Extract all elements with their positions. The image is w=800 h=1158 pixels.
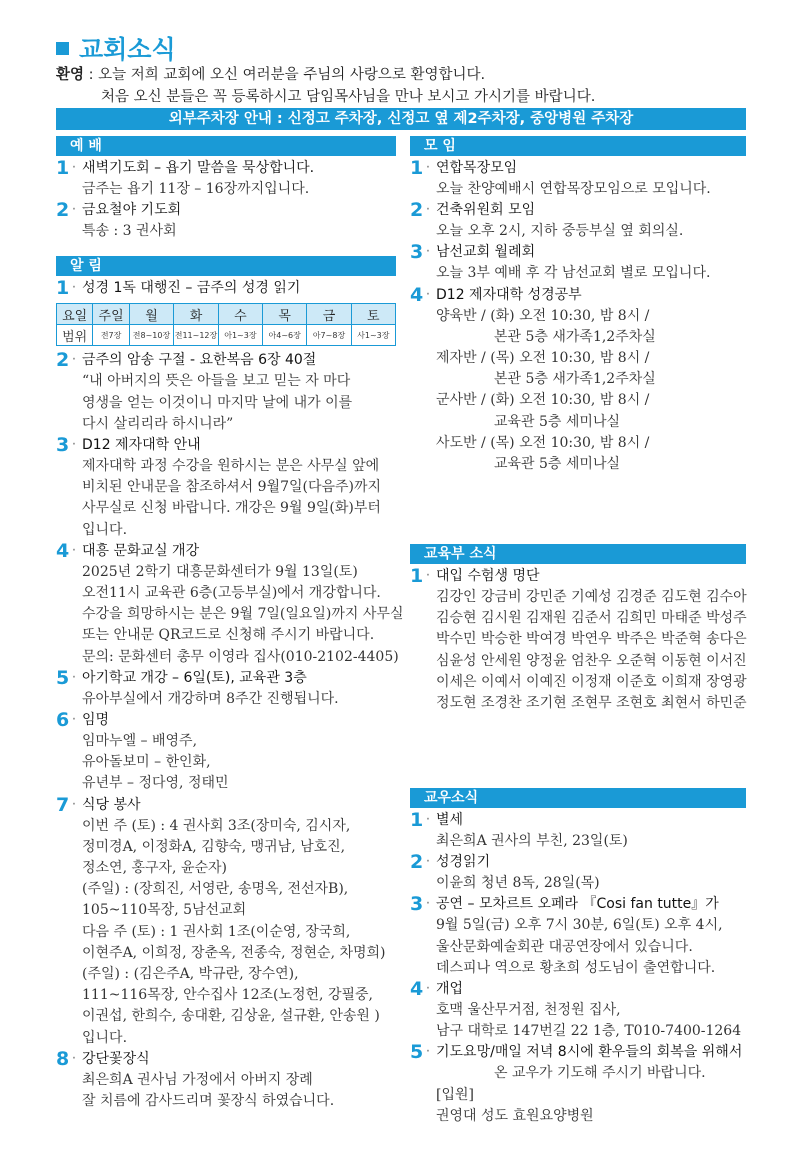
item-line: 군사반 / (화) 오전 10:30, 밤 8시 / bbox=[436, 392, 650, 409]
right-column bbox=[410, 136, 746, 475]
education-list bbox=[410, 566, 746, 714]
item-line: 영생을 얻는 이것이니 마지막 날에 내가 이를 bbox=[82, 394, 353, 411]
list-item bbox=[410, 1042, 746, 1127]
list-item bbox=[56, 710, 396, 795]
news-item bbox=[56, 278, 396, 299]
item-line: 이윤희 청년 8독, 28일(목) bbox=[436, 875, 600, 892]
item-line: 입니다. bbox=[82, 1029, 128, 1046]
item-line: 특송 : 3 권사회 bbox=[82, 223, 177, 240]
item-line: 금주는 욥기 11장 – 16장까지입니다. bbox=[82, 181, 310, 197]
item-line: 임마누엘 – 배영주, bbox=[82, 733, 198, 750]
list-item bbox=[56, 200, 396, 242]
item-line: 이현주A, 이희정, 장춘옥, 전종숙, 정현순, 차명희) bbox=[82, 944, 386, 961]
item-line: 남구 대학로 147번길 22 1층, T010-7400-1264 bbox=[436, 1023, 742, 1040]
schedule-range-cell: 아7~8장 bbox=[307, 325, 351, 346]
list-item bbox=[410, 285, 746, 476]
item-number: 1 · bbox=[410, 157, 430, 179]
item-line: 교육관 5층 세미나실 bbox=[494, 413, 620, 430]
item-line: 다시 살리리라 하시니라” bbox=[82, 415, 234, 432]
item-title: 별세 bbox=[436, 812, 464, 828]
item-line: 사도반 / (목) 오전 10:30, 밤 8시 / bbox=[436, 434, 650, 451]
item-number: 7 · bbox=[56, 793, 76, 816]
item-line: 정미경A, 이정화A, 김향숙, 맹귀남, 남호진, bbox=[82, 838, 346, 855]
list-item bbox=[56, 435, 396, 541]
item-line: 유아돌보미 – 한인화, bbox=[82, 754, 211, 771]
list-item bbox=[410, 810, 746, 852]
list-item bbox=[410, 158, 746, 200]
schedule-range-cell: 사1~3장 bbox=[351, 325, 395, 346]
education-heading: 교육부 소식 bbox=[410, 544, 746, 564]
item-line: 사무실로 신청 바랍니다. 개강은 9월 9일(화)부터 bbox=[82, 500, 381, 517]
item-line: 2025년 2학기 대흥문화센터가 9월 13일(토) bbox=[82, 563, 358, 580]
item-title: 강단꽃장식 bbox=[82, 1050, 150, 1067]
schedule-day-cell: 목 bbox=[263, 304, 307, 325]
item-line: 데스피나 역으로 황초희 성도님이 출연합니다. bbox=[436, 959, 716, 976]
worship-list bbox=[56, 158, 396, 242]
square-bullet-icon bbox=[56, 42, 69, 55]
item-line: 제자대학 과정 수강을 원하시는 분은 사무실 앞에 bbox=[82, 458, 380, 475]
item-title: 개업 bbox=[436, 981, 464, 998]
list-item bbox=[56, 668, 396, 710]
item-line: 호맥 울산무거점, 천정원 집사, bbox=[436, 1002, 621, 1019]
schedule-day-cell: 주일 bbox=[93, 304, 129, 325]
welcome-line2: 처음 오신 분들은 꼭 등록하시고 담임목사님을 만나 보시고 가시기를 바랍니다. bbox=[101, 89, 596, 105]
item-title: D12 제자대학 성경공부 bbox=[436, 286, 582, 303]
item-number: 5 · bbox=[410, 1041, 430, 1064]
item-line: 111~116목장, 안수집사 12조(노정헌, 강필중, bbox=[82, 987, 373, 1004]
schedule-range-cell: 전7장 bbox=[93, 325, 129, 346]
item-number: 1 · bbox=[410, 565, 430, 587]
schedule-range-cell: 전8~10장 bbox=[129, 325, 173, 346]
item-line: 양육반 / (화) 오전 10:30, 밤 8시 / bbox=[436, 307, 650, 324]
item-title: 성경읽기 bbox=[436, 854, 491, 871]
item-number: 1 · bbox=[56, 277, 76, 300]
item-line: 본관 5층 새가족1,2주차실 bbox=[494, 328, 656, 345]
item-title: 남선교회 월례회 bbox=[436, 244, 536, 261]
item-number: 3 · bbox=[410, 241, 430, 264]
item-line: (주일) : (김은주A, 박규란, 장수연), bbox=[82, 966, 299, 983]
item-line: 최은희A 권사의 부친, 23일(토) bbox=[436, 833, 628, 849]
item-number: 2 · bbox=[56, 349, 76, 372]
item-line: 오전11시 교육관 6층(고등부실)에서 개강합니다. bbox=[82, 585, 381, 602]
item-line: (주일) : (장희진, 서영란, 송명옥, 전선자B), bbox=[82, 881, 349, 898]
news-heading: 알 림 bbox=[56, 256, 396, 276]
item-title: D12 제자대학 안내 bbox=[82, 437, 201, 454]
item-line: “내 아버지의 뜻은 아들을 보고 믿는 자 마다 bbox=[82, 373, 351, 390]
item-line: 잘 치름에 감사드리며 꽃장식 하였습니다. bbox=[82, 1093, 335, 1110]
members-section bbox=[410, 788, 746, 1127]
list-item bbox=[410, 566, 746, 714]
members-heading: 교우소식 bbox=[410, 788, 746, 808]
item-title: 금요철야 기도회 bbox=[82, 202, 182, 219]
item-title: 대입 수험생 명단 bbox=[436, 568, 540, 584]
item-title: 건축위원회 모임 bbox=[436, 202, 536, 219]
item-title: 임명 bbox=[82, 712, 110, 729]
schedule-day-cell: 요일 bbox=[57, 304, 93, 325]
item-line: 김승현 김시원 김재원 김준서 김희민 마태준 박성주 bbox=[436, 610, 747, 627]
item-line: 이권섭, 한희수, 송대환, 김상윤, 설규환, 안송원 ) bbox=[82, 1008, 380, 1025]
left-column bbox=[56, 136, 404, 1112]
item-number: 3 · bbox=[56, 434, 76, 457]
item-line: 입니다. bbox=[82, 521, 128, 538]
meetings-heading: 모 임 bbox=[410, 136, 746, 156]
item-number: 2 · bbox=[410, 199, 430, 222]
item-line: 박수민 박승한 박여경 박연우 박주은 박준혁 송다은 bbox=[436, 631, 747, 648]
item-line: 9월 5일(금) 오후 7시 30분, 6일(토) 오후 4시, bbox=[436, 917, 723, 934]
item-title: 공연 – 모차르트 오페라 『Cosi fan tutte』가 bbox=[436, 896, 719, 913]
news-list bbox=[56, 349, 404, 1112]
item-title: 새벽기도회 – 욥기 말씀을 묵상합니다. bbox=[82, 160, 315, 176]
item-line: 제자반 / (목) 오전 10:30, 밤 8시 / bbox=[436, 350, 650, 367]
list-item bbox=[410, 242, 746, 284]
item-line: 울산문화예술회관 대공연장에서 있습니다. bbox=[436, 938, 693, 955]
item-number: 4 · bbox=[56, 539, 76, 562]
item-number: 1 · bbox=[410, 809, 430, 831]
page-title bbox=[56, 30, 176, 66]
item-line: 본관 5층 새가족1,2주차실 bbox=[494, 371, 656, 388]
bible-reading-schedule bbox=[56, 303, 396, 346]
welcome-label: 환영 bbox=[56, 67, 85, 83]
item-line: 교육관 5층 세미나실 bbox=[494, 456, 620, 473]
item-line: 정도현 조경찬 조기현 조현무 조현호 최현서 하민준 bbox=[436, 695, 747, 712]
item-line: 이세은 이예서 이예진 이정재 이준호 이희재 장영광 bbox=[436, 673, 747, 690]
item-line: [입원] bbox=[436, 1086, 474, 1103]
schedule-day-cell: 수 bbox=[218, 304, 262, 325]
item-line: 유년부 – 정다영, 정태민 bbox=[82, 775, 229, 792]
item-line: 문의: 문화센터 총무 이영라 집사(010-2102-4405) bbox=[82, 648, 399, 665]
item-line: 다음 주 (토) : 1 권사회 1조(이순영, 장국희, bbox=[82, 923, 351, 940]
list-item bbox=[56, 158, 396, 200]
item-number: 1 · bbox=[56, 157, 76, 179]
schedule-range-cell: 전11~12장 bbox=[174, 325, 219, 346]
item-number: 2 · bbox=[56, 199, 76, 222]
welcome-line1: : 오늘 저희 교회에 오신 여러분을 주님의 사랑으로 환영합니다. bbox=[84, 67, 486, 83]
item-title: 금주의 암송 구절 - 요한복음 6장 40절 bbox=[82, 352, 317, 369]
list-item bbox=[410, 894, 746, 979]
item-title: 연합목장모임 bbox=[436, 160, 518, 176]
item-line: 비치된 안내문을 참조하셔서 9월7일(다음주)까지 bbox=[82, 479, 382, 496]
item-title: 성경 1독 대행진 – 금주의 성경 읽기 bbox=[82, 280, 301, 297]
item-line: 온 교우가 기도해 주시기 바랍니다. bbox=[494, 1065, 706, 1082]
item-line: 김강인 강금비 강민준 기예성 김경준 김도현 김수아 bbox=[436, 589, 747, 605]
list-item bbox=[56, 1049, 396, 1112]
item-line: 또는 안내문 QR코드로 신청해 주시기 바랍니다. bbox=[82, 627, 375, 644]
schedule-day-cell: 금 bbox=[307, 304, 351, 325]
page-title-text: 교회소식 bbox=[79, 35, 176, 64]
item-line: 오늘 오후 2시, 지하 중등부실 옆 회의실. bbox=[436, 223, 684, 240]
list-item bbox=[56, 539, 404, 668]
item-number: 2 · bbox=[410, 851, 430, 874]
item-line: 권영대 성도 효원요양병원 bbox=[436, 1107, 594, 1124]
schedule-day-cell: 토 bbox=[351, 304, 395, 325]
item-line: 오늘 찬양예배시 연합목장모임으로 모입니다. bbox=[436, 181, 711, 197]
item-number: 8 · bbox=[56, 1047, 76, 1070]
members-list bbox=[410, 810, 746, 1127]
item-line: 정소연, 홍구자, 윤순자) bbox=[82, 860, 227, 877]
list-item bbox=[410, 852, 746, 894]
item-title: 기도요망/매일 저녁 8시에 환우들의 회복을 위해서 bbox=[436, 1044, 743, 1061]
schedule-range-cell: 아1~3장 bbox=[218, 325, 262, 346]
item-line: 오늘 3부 예배 후 각 남선교회 별로 모입니다. bbox=[436, 265, 711, 282]
item-line: 이번 주 (토) : 4 권사회 3조(장미숙, 김시자, bbox=[82, 817, 351, 834]
schedule-day-cell: 월 bbox=[129, 304, 173, 325]
item-line: 유아부실에서 개강하며 8주간 진행됩니다. bbox=[82, 690, 339, 707]
item-line: 심윤성 안세원 양정윤 엄찬우 오준혁 이동현 이서진 bbox=[436, 652, 747, 669]
item-number: 3 · bbox=[410, 893, 430, 916]
item-number: 4 · bbox=[410, 283, 430, 306]
schedule-range-cell: 범위 bbox=[57, 325, 93, 346]
item-number: 5 · bbox=[56, 666, 76, 689]
item-title: 아기학교 개강 – 6일(토), 교육관 3층 bbox=[82, 669, 307, 686]
meetings-list bbox=[410, 158, 746, 475]
welcome-block bbox=[56, 64, 595, 108]
schedule-day-cell: 화 bbox=[174, 304, 219, 325]
item-title: 식당 봉사 bbox=[82, 796, 141, 813]
item-title: 대흥 문화교실 개강 bbox=[82, 542, 200, 559]
item-number: 4 · bbox=[410, 978, 430, 1001]
schedule-range-cell: 아4~6장 bbox=[263, 325, 307, 346]
list-item bbox=[410, 200, 746, 242]
education-section bbox=[410, 544, 746, 714]
worship-heading: 예 배 bbox=[56, 136, 396, 156]
item-line: 최은희A 권사님 가정에서 아버지 장례 bbox=[82, 1071, 313, 1088]
item-line: 수강을 희망하시는 분은 9월 7일(일요일)까지 사무실 bbox=[82, 606, 404, 623]
item-line: 105~110목장, 5남선교회 bbox=[82, 902, 247, 919]
list-item bbox=[410, 979, 746, 1042]
list-item bbox=[56, 350, 396, 435]
item-number: 6 · bbox=[56, 709, 76, 732]
parking-banner: 외부주차장 안내 : 신정고 주차장, 신정고 옆 제2주차장, 중앙병원 주차장 bbox=[56, 108, 746, 130]
list-item bbox=[56, 795, 396, 1049]
